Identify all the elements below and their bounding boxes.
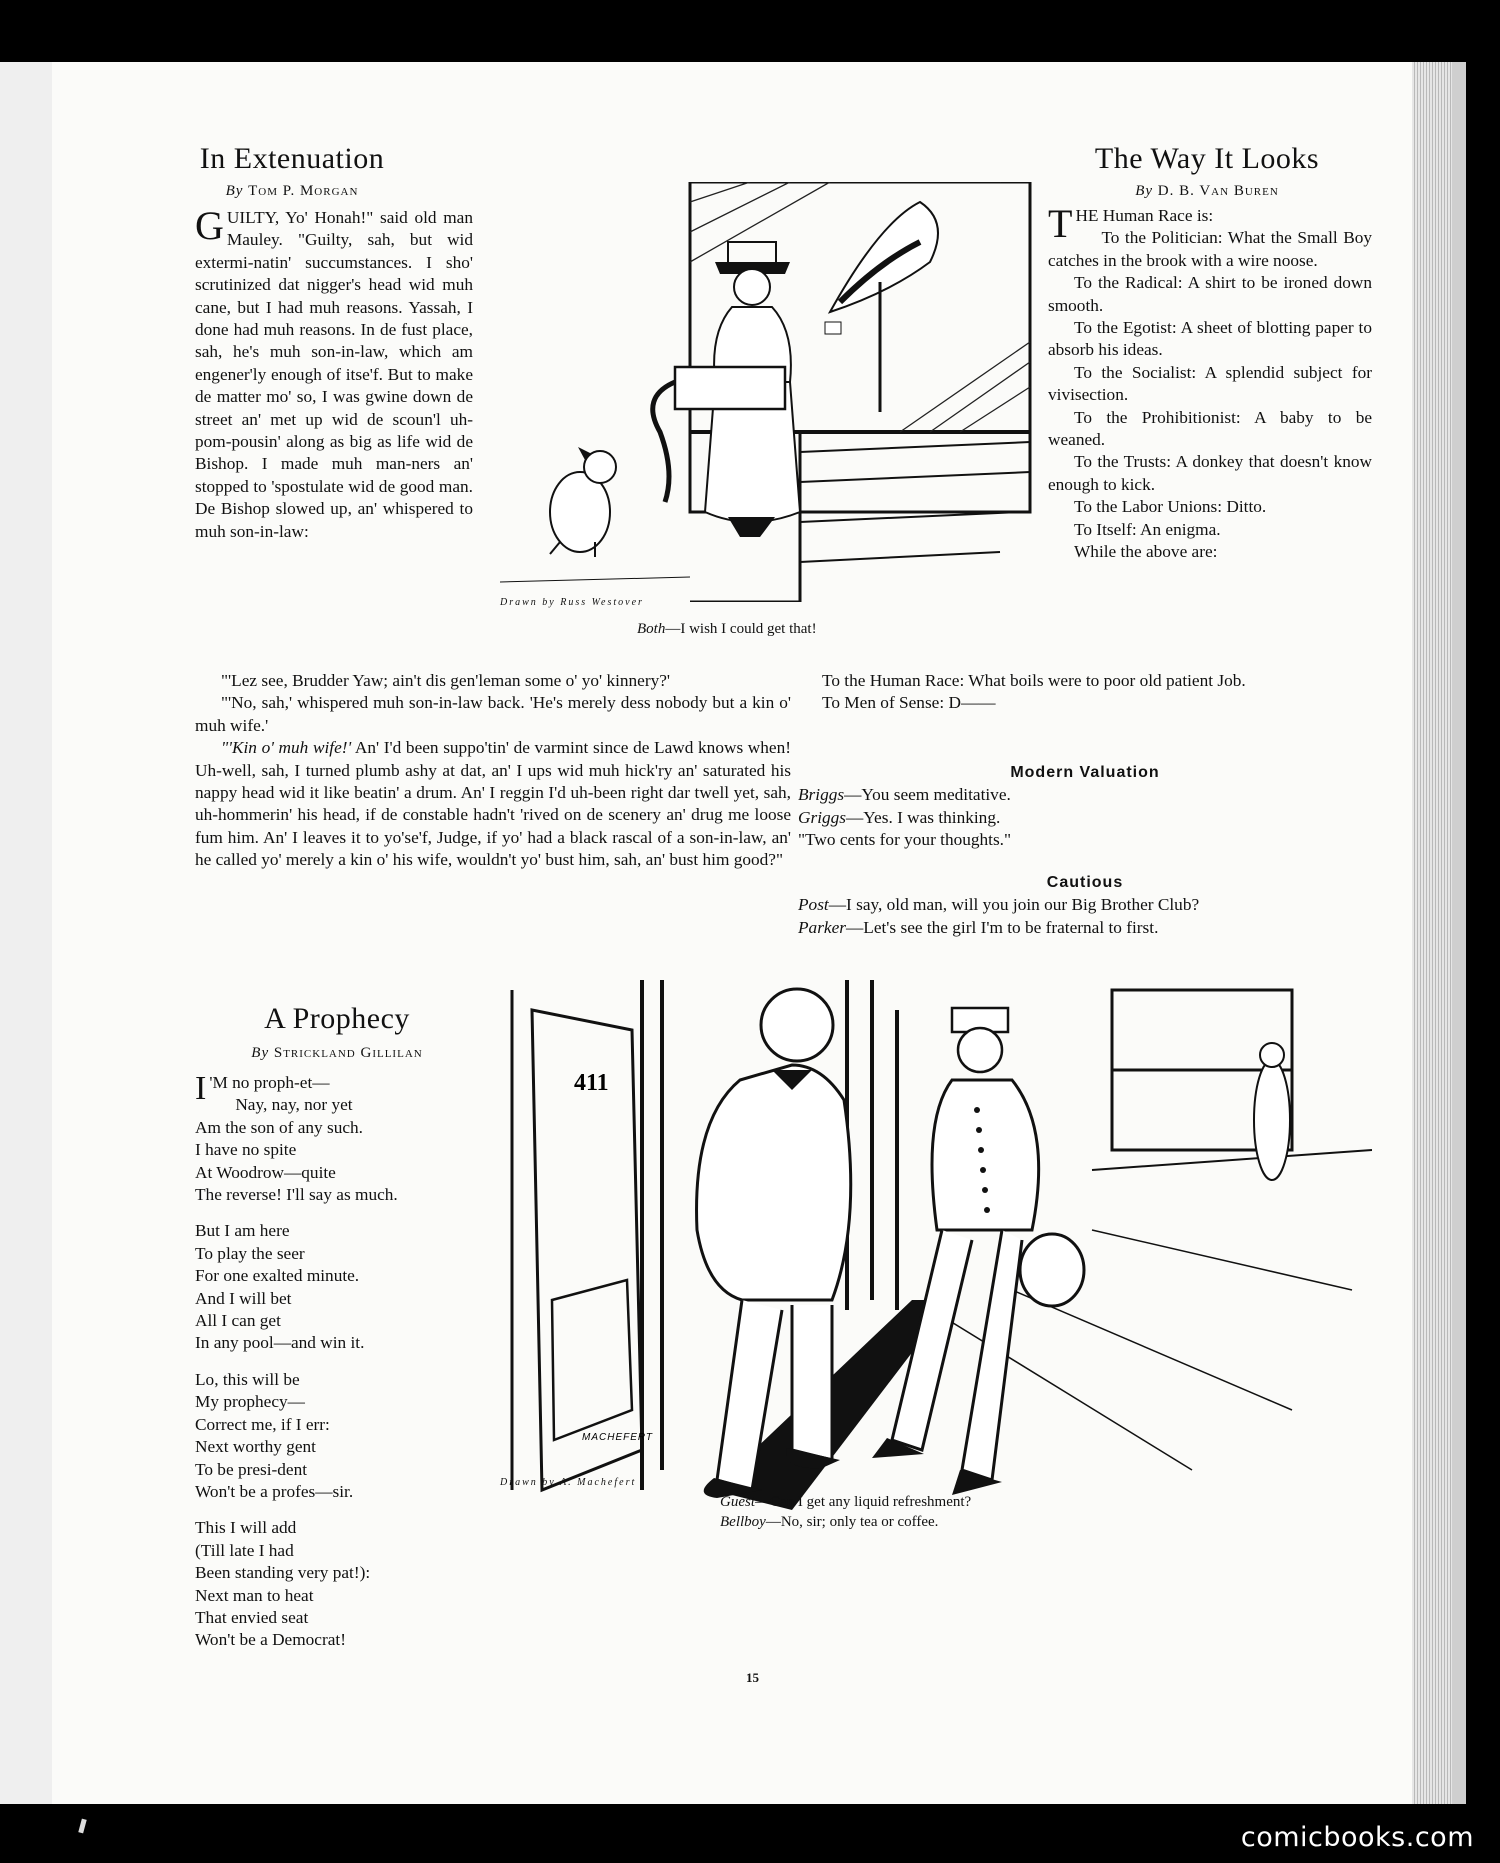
stanza (195, 1517, 495, 1651)
dialogue: "Two cents for your thoughts." (798, 830, 1012, 850)
poem-line: All I can get (195, 1311, 281, 1331)
drop-cap: T (1048, 201, 1073, 246)
poem-line: To be presi-dent (195, 1459, 308, 1479)
adjacent-page-edge (0, 62, 54, 1804)
stanza (195, 1072, 495, 1206)
way-wide-body (796, 670, 1372, 715)
poem-line: Been standing very pat!): (195, 1563, 371, 1583)
modern-valuation (798, 762, 1372, 852)
poem-line: Lo, this will be (195, 1369, 300, 1389)
poem-line: 'M no proph-et— (209, 1073, 330, 1092)
extenuation-header (192, 142, 392, 202)
cartoon2-credit: Drawn by A. Machefert (500, 1477, 637, 1488)
byline-prefix: By (1135, 183, 1154, 199)
way-line: To the Prohibitionist: A baby to be weaned. (1048, 407, 1372, 450)
magazine-page (52, 62, 1466, 1804)
way-line: To the Labor Unions: Ditto. (1074, 497, 1267, 517)
extenuation-para1: said old man Mauley. "Guilty, sah, but wid extermi-natin' succumstances. I sho' scrutinized dat nigger's head wid muh cane, but I had muh reasons. Yassah, I done had muh reasons. In de fust place, sah, he's muh son-in-law, which am engener'ly enough of itse'f. But to make de matter mo' so, I was gwine down de street an' met up wid de scoun'l uh-pom-pousin' along as big as life wid de Bishop. I made muh man-ners an' stopped to 'spostulate wid de good man. De Bishop slowed up, an' whispered to muh son-in-law: (195, 208, 473, 541)
way-title: The Way It Looks (1094, 142, 1320, 175)
poem-line: In any pool—and win it. (195, 1333, 365, 1353)
way-line: To the Human Race: What boils were to poor old patient Job. (822, 671, 1246, 690)
byline-author: Strickland Gillilan (273, 1045, 423, 1061)
poem-line: Nay, nay, nor yet (235, 1095, 353, 1115)
extenuation-title: In Extenuation (199, 142, 385, 175)
speaker: Parker (798, 917, 846, 937)
extenuation-first-line: UILTY, Yo' Honah!" (226, 208, 374, 227)
speaker: Guest (720, 1494, 755, 1510)
speaker: Post (798, 895, 829, 915)
byline-author: D. B. Van Buren (1157, 183, 1279, 199)
poem-line: My prophecy— (195, 1392, 305, 1412)
poem-line: This I will add (195, 1518, 297, 1538)
way-line: HE Human Race is: (1075, 206, 1214, 225)
byline-author: Tom P. Morgan (248, 183, 359, 199)
stanza (195, 1220, 495, 1354)
way-byline (1042, 180, 1372, 202)
way-line: To Itself: An enigma. (1074, 519, 1221, 539)
extenuation-byline (192, 180, 392, 202)
prophecy-byline (202, 1042, 472, 1064)
prophecy-title: A Prophecy (264, 1002, 410, 1035)
dialogue: —You seem meditative. (844, 785, 1011, 805)
byline-prefix: By (251, 1045, 270, 1061)
way-body (1048, 201, 1372, 564)
poem-line: That envied seat (195, 1607, 309, 1627)
way-line: To Men of Sense: D—— (822, 693, 996, 713)
woman-and-dog-cartoon (500, 182, 1040, 602)
dialogue: —I say, old man, will you join our Big Brother Club? (828, 895, 1200, 915)
door-number: 411 (574, 1070, 609, 1096)
extenuation-narrow-column (195, 203, 473, 543)
way-line: To the Egotist: A sheet of blotting paper to absorb his ideas. (1048, 318, 1372, 360)
way-header (1042, 142, 1372, 202)
caption-text: —I wish I could get that! (665, 621, 817, 637)
poem-line: Am the son of any such. (195, 1117, 363, 1137)
emphasis: "'Kin o' muh wife!' (221, 738, 352, 758)
way-line: To the Politician: What the Small Boy catches in the brook with a wire noose. (1048, 228, 1372, 270)
extenuation-para3: "'No, sah,' whispered muh son-in-law back. 'He's merely dess nobody but a kin o' muh wife.' (195, 693, 791, 735)
poem-line: Won't be a profes—sir. (195, 1481, 354, 1501)
extenuation-para4-rest: An' I'd been suppo'tin' de varmint since de Lawd knows when! Uh-well, sah, I turned plumb ashy at dat, an' I ups wid muh hick'ry an' saturated his nappy head wid it like beatin' a drum. An' I reggin I'd uh-been right dar twell yet, sah, uh-hommerin' his head, if de constable hadn't 'rived on de scenery an' drug me loose fum him. An' I leaves it to yo'se'f, Judge, if yo' had a black rascal of a son-in-law, an' he called yo' merely a kin o' his wife, wouldn't yo' bust him, sah, an' bust him good?" (195, 738, 791, 870)
caption-speaker: Both (637, 621, 666, 637)
poem-line: But I am here (195, 1221, 290, 1241)
poem-line: Correct me, if I err: (195, 1414, 330, 1434)
prophecy-poem (195, 1072, 495, 1666)
poem-line: Won't be a Democrat! (195, 1630, 346, 1650)
modern-valuation-heading: Modern Valuation (1010, 764, 1160, 781)
cartoon1-credit: Drawn by Russ Westover (500, 597, 644, 608)
extenuation-wide-column (195, 670, 791, 872)
scan-speck (78, 1819, 86, 1834)
poem-line: To play the seer (195, 1243, 305, 1263)
drop-cap: I (195, 1070, 207, 1107)
watermark: comicbooks.com (1240, 1822, 1474, 1853)
way-line: While the above are: (1074, 542, 1218, 562)
cautious (798, 872, 1372, 939)
poem-line: And I will bet (195, 1288, 292, 1308)
dialogue: —Yes. I was thinking. (846, 807, 1001, 827)
byline-prefix: By (225, 183, 244, 199)
artist-signature: MACHEFERT (582, 1432, 654, 1443)
poem-line: The reverse! I'll say as much. (195, 1185, 398, 1205)
speaker: Griggs (798, 807, 847, 827)
stanza (195, 1369, 495, 1503)
dialogue: —Let's see the girl I'm to be fraternal to first. (846, 917, 1159, 937)
speaker: Briggs (798, 785, 845, 805)
poem-line: I have no spite (195, 1140, 297, 1160)
poem-line: For one exalted minute. (195, 1266, 360, 1286)
page-number: 15 (746, 1670, 759, 1685)
poem-line: Next worthy gent (195, 1437, 316, 1457)
hotel-guest-bellboy-cartoon (492, 970, 1372, 1530)
drop-cap: G (195, 203, 224, 248)
cartoon2-caption (720, 1492, 971, 1532)
cartoon1-caption (637, 618, 817, 640)
poem-line: Next man to heat (195, 1585, 314, 1605)
way-line: To the Socialist: A splendid subject for vivisection. (1048, 362, 1372, 405)
prophecy-header (202, 1002, 472, 1064)
poem-line: (Till late I had (195, 1540, 294, 1560)
extenuation-para2: "'Lez see, Brudder Yaw; ain't dis gen'leman some o' yo' kinnery?' (221, 671, 671, 690)
way-line: To the Trusts: A donkey that doesn't know enough to kick. (1048, 452, 1372, 494)
cautious-heading: Cautious (1046, 874, 1124, 891)
dialogue: —Can I get any liquid refreshment? (755, 1494, 972, 1510)
speaker: Bellboy (720, 1514, 766, 1530)
extenuation-para4 (195, 737, 791, 871)
dialogue: —No, sir; only tea or coffee. (765, 1514, 939, 1530)
page-edges (1412, 62, 1452, 1804)
poem-line: At Woodrow—quite (195, 1162, 336, 1182)
way-line: To the Radical: A shirt to be ironed down smooth. (1048, 273, 1372, 315)
